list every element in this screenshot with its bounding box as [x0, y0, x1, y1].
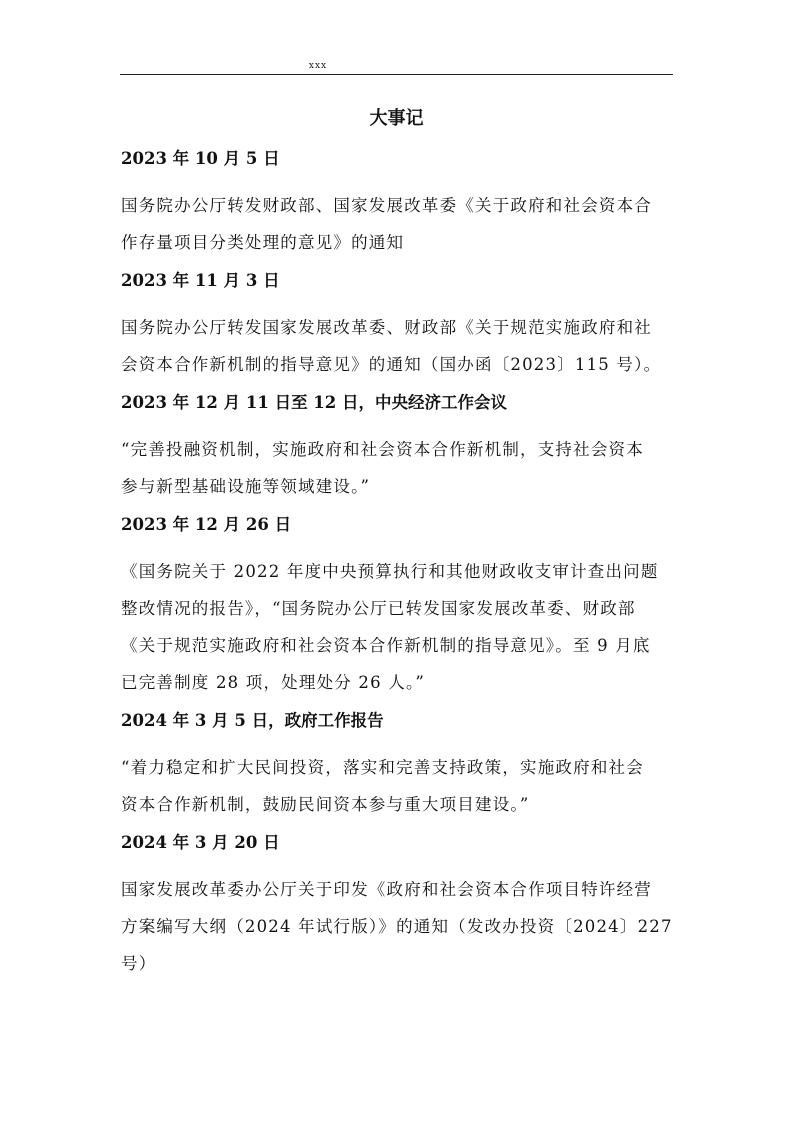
- entry-body: [121, 553, 675, 701]
- entry-line: 国务院办公厅转发国家发展改革委、财政部《关于规范实施政府和社: [121, 318, 652, 337]
- entry-line: 方案编写大纲（2024 年试行版）》的通知（发改办投资〔2024〕227: [121, 917, 673, 936]
- entry: [121, 829, 675, 982]
- entry-line: “着力稳定和扩大民间投资，落实和完善支持政策，实施政府和社会: [121, 758, 644, 777]
- entry-body: [121, 871, 675, 982]
- entry-date: 2023 年 12 月 11 日至 12 日，中央经济工作会议: [121, 393, 508, 412]
- entry-line: 《关于规范实施政府和社会资本合作新机制的指导意见》。至 9 月底: [121, 636, 651, 655]
- entry-date: 2023 年 10 月 5 日: [121, 149, 280, 168]
- entry-line: 资本合作新机制，鼓励民间资本参与重大项目建设。”: [121, 795, 530, 814]
- entry-line: 《国务院关于 2022 年度中央预算执行和其他财政收支审计查出问题: [121, 562, 659, 581]
- entry: [121, 145, 675, 267]
- entry-line: “完善投融资机制，实施政府和社会资本合作新机制，支持社会资本: [121, 440, 644, 459]
- entry-date: 2023 年 12 月 26 日: [121, 515, 292, 534]
- entry-line: 整改情况的报告》，“国务院办公厅已转发国家发展改革委、财政部: [121, 599, 636, 618]
- entry: [121, 267, 675, 389]
- entry-body: [121, 187, 675, 261]
- entry-line: 参与新型基础设施等领域建设。”: [121, 477, 371, 496]
- entry: [121, 389, 675, 511]
- entry-line: 号）: [121, 954, 157, 973]
- entry-body: [121, 749, 675, 823]
- entry-line: 已完善制度 28 项，处理处分 26 人。”: [121, 673, 426, 692]
- entry-date: 2024 年 3 月 20 日: [121, 833, 280, 852]
- entry: [121, 511, 675, 707]
- entry-body: [121, 431, 675, 505]
- entry-date: 2024 年 3 月 5 日，政府工作报告: [121, 711, 384, 730]
- page-header: xxx: [308, 61, 328, 71]
- entry-line: 国家发展改革委办公厅关于印发《政府和社会资本合作项目特许经营: [121, 880, 652, 899]
- entry-line: 作存量项目分类处理的意见》的通知: [121, 233, 405, 252]
- entry-line: 会资本合作新机制的指导意见》的通知（国办函〔2023〕115 号）。: [121, 355, 662, 374]
- entry-body: [121, 309, 675, 383]
- entry-line: 国务院办公厅转发财政部、国家发展改革委《关于政府和社会资本合: [121, 196, 652, 215]
- entry: [121, 707, 675, 829]
- entry-date: 2023 年 11 月 3 日: [121, 271, 280, 290]
- document-title: 大事记: [369, 108, 424, 129]
- header-rule: [120, 74, 673, 75]
- document-content: [121, 145, 675, 982]
